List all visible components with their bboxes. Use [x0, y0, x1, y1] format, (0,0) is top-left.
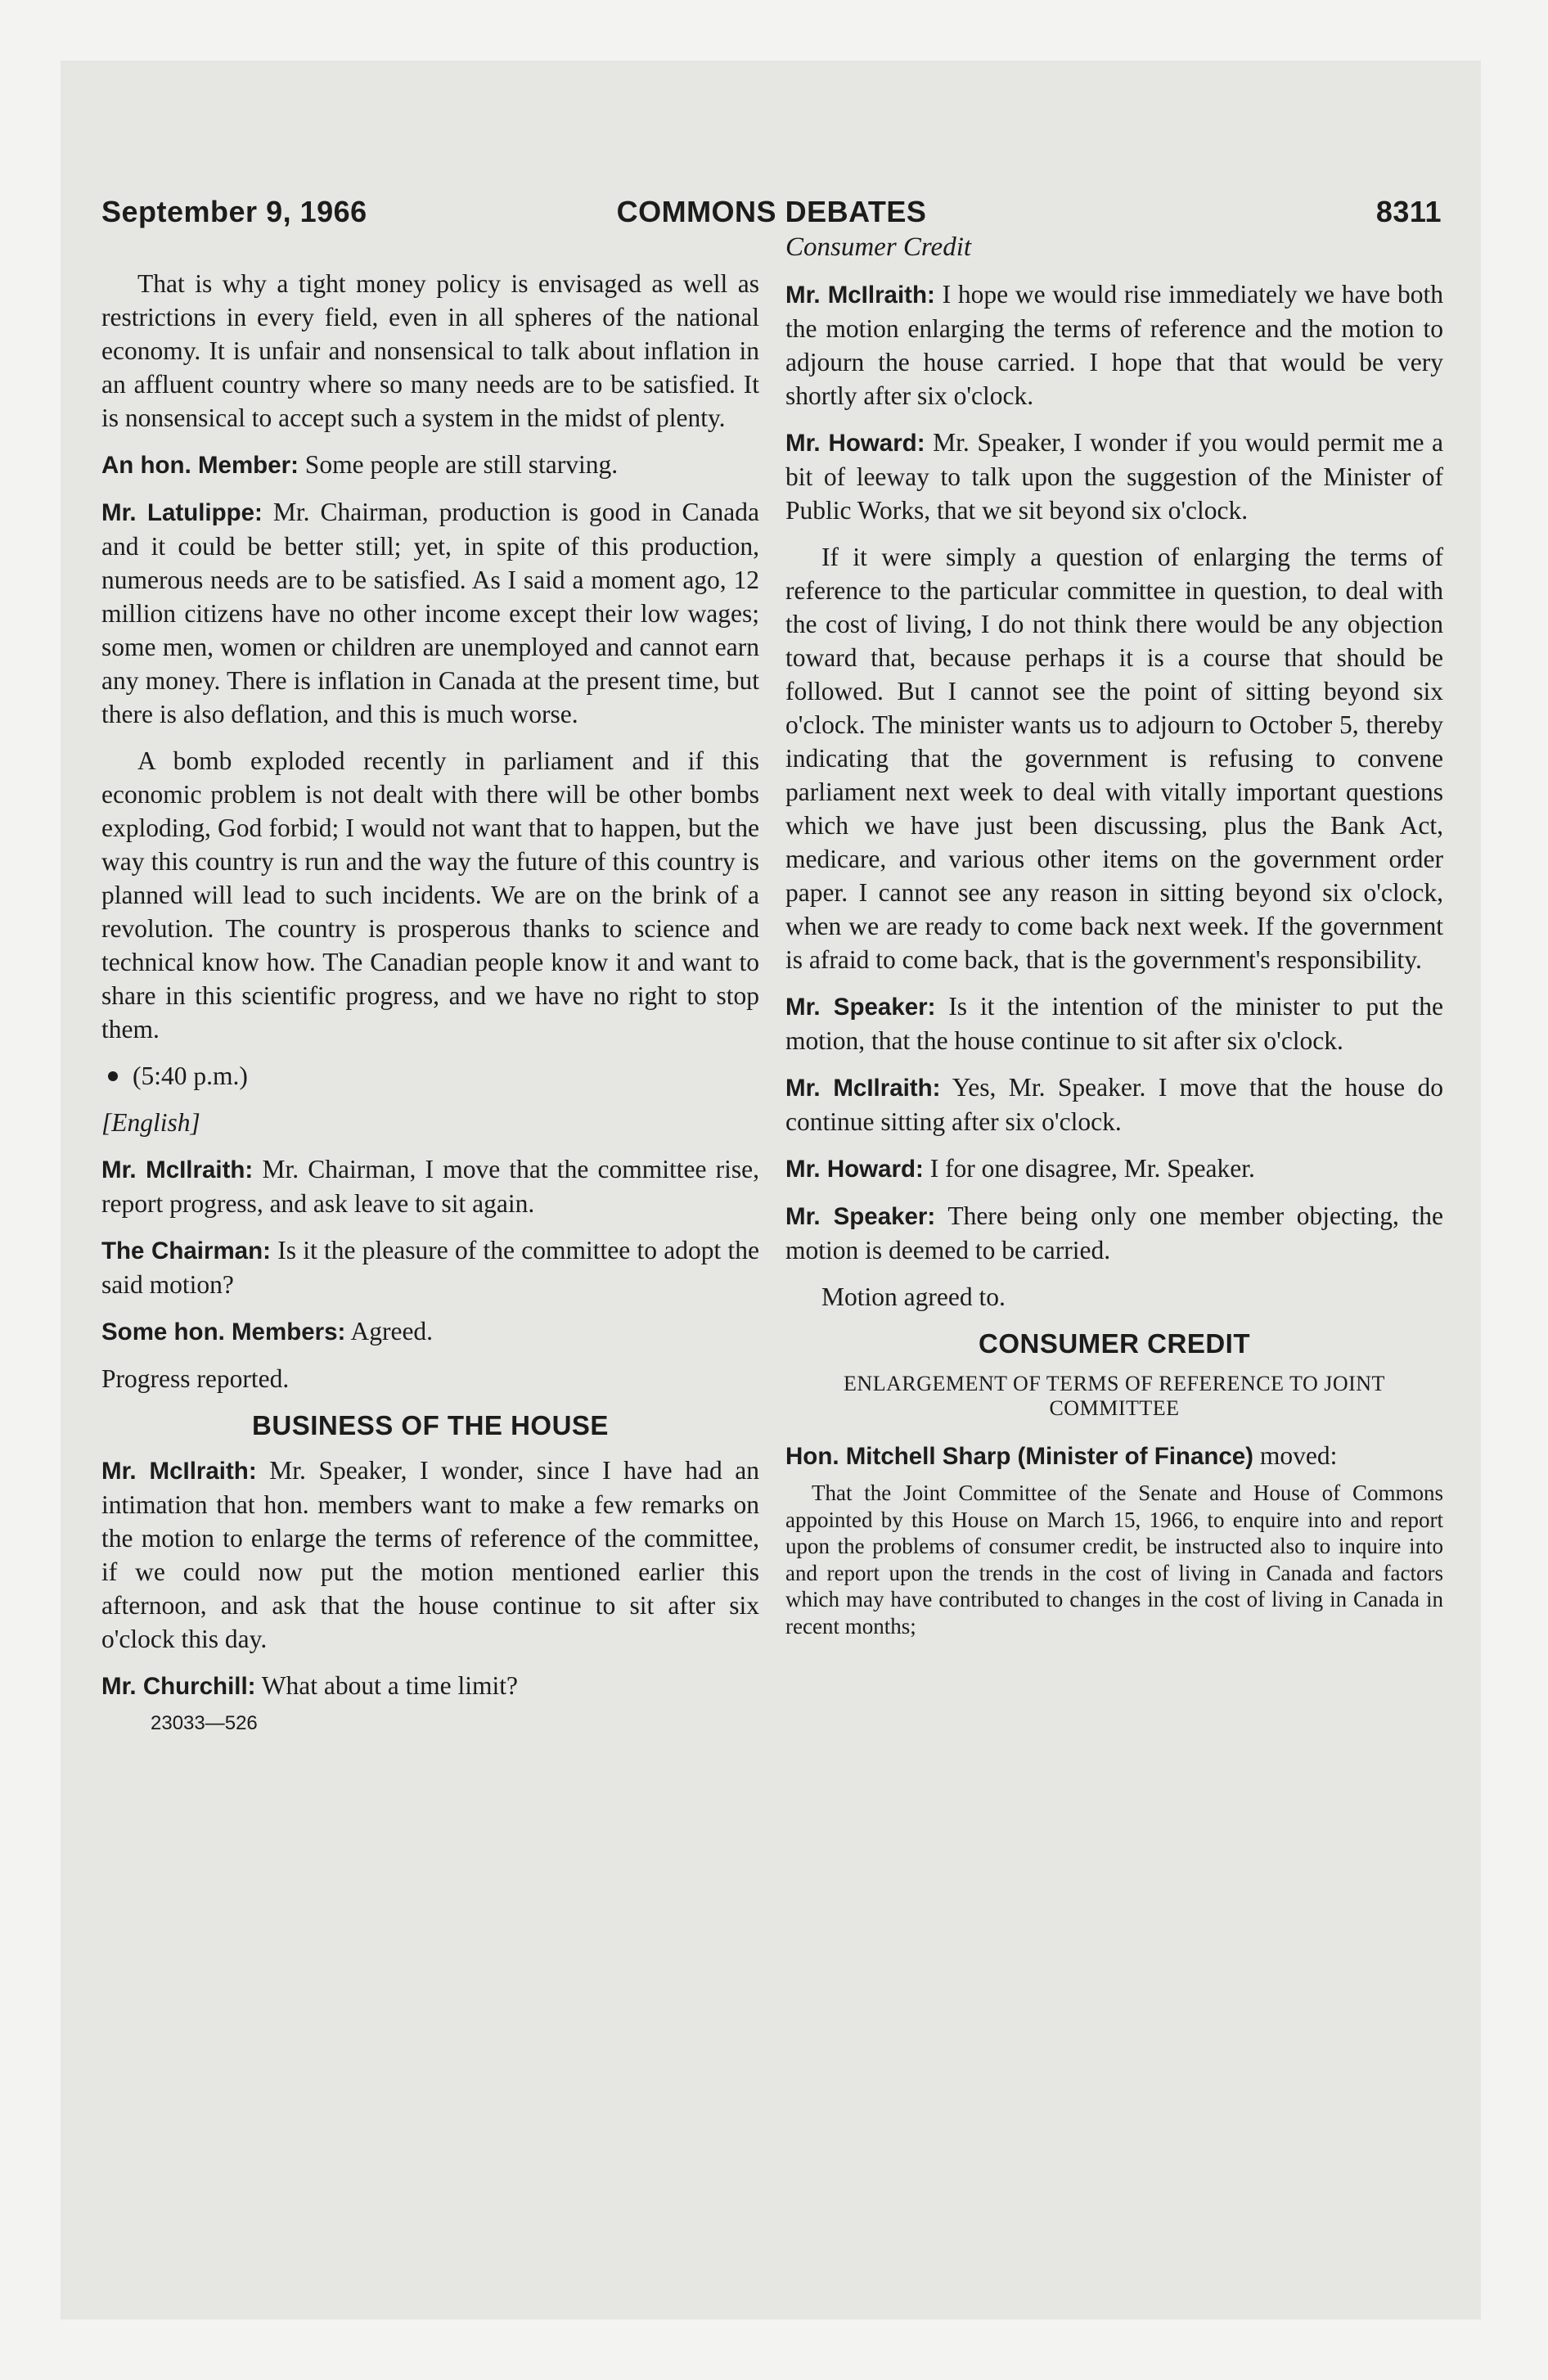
right-column	[785, 231, 1443, 1652]
motion-agreed: Motion agreed to.	[821, 1282, 1006, 1311]
section-heading-consumer-credit: CONSUMER CREDIT	[978, 1328, 1250, 1359]
speech-text: Mr. Chairman, production is good in Canada and it could be better still; yet, in spite of this production, numerous needs are to be satisfied. As I said a moment ago, 12 million citizens have no other income except their low wages; some men, women or children are unemployed and cannot earn any money. There is inflation in Canada at the present time, but there is also deflation, and this is much worse.	[101, 498, 760, 728]
speech-text: Some people are still starving.	[304, 450, 619, 479]
speaker-name: Hon. Mitchell Sharp (Minister of Finance)	[785, 1443, 1254, 1470]
motion-text: That the Joint Committee of the Senate and House of Commons appointed by this House on March 15, 1966, to enquire into and report upon the problems of consumer credit, be instructed also to inquire into and report upon the trends in the cost of living in Canada and factors which may have contributed to changes in the cost of living in Canada in recent months;	[785, 1481, 1443, 1639]
subheading-enlargement: ENLARGEMENT OF TERMS OF REFERENCE TO JOINT COMMITTEE	[844, 1372, 1385, 1420]
time-stamp-text: (5:40 p.m.)	[133, 1062, 248, 1090]
running-head: Consumer Credit	[785, 232, 972, 262]
speaker-name: Mr. Latulippe:	[101, 499, 263, 526]
speaker-name: Some hon. Members:	[101, 1318, 346, 1346]
left-column	[101, 267, 759, 1740]
speech-mcilraith-3	[785, 277, 1443, 412]
speech-text: Agreed.	[350, 1317, 434, 1346]
paragraph-tight-money: That is why a tight money policy is envisaged as well as restrictions in every field, even in all spheres of the national economy. It is unfair and nonsensical to talk about inflation in an affluent country where so many needs are to be satisfied. It is nonsensical to accept such a system in the midst of plenty.	[101, 269, 759, 432]
speech-speaker-1	[785, 989, 1443, 1057]
speech-hon-member	[101, 448, 759, 482]
speaker-name: Mr. McIlraith:	[101, 1458, 257, 1485]
speech-text: Mr. Speaker, I wonder, since I have had an intimation that hon. members want to make a few remarks on the motion to enlarge the terms of reference of the committee, if we could now put the motion mentioned earlier this afternoon, and ask that the house continue to sit after six o'clock this day.	[101, 1456, 759, 1653]
bullet-icon	[108, 1071, 118, 1081]
header-page-number: 8311	[1375, 195, 1442, 228]
section-heading-business: BUSINESS OF THE HOUSE	[252, 1410, 609, 1440]
speech-text: I for one disagree, Mr. Speaker.	[929, 1154, 1255, 1183]
speech-text: Is it the pleasure of the committee to adopt the said motion?	[101, 1236, 760, 1299]
speech-text: Is it the intention of the minister to put the motion, that the house continue to sit after six o'clock.	[785, 992, 1444, 1055]
paragraph-enlarging: If it were simply a question of enlarging the terms of reference to the particular committee in question, to deal with the cost of living, I do not think there would be any objection toward that, because perhaps it is a course that should be followed. But I cannot see the point of sitting beyond six o'clock. The minister wants us to adjourn to October 5, thereby indicating that the government is refusing to convene parliament next week to deal with vitally important questions which we have just been discussing, plus the Bank Act, medicare, and various other items on the government order paper. I cannot see any reason in sitting beyond six o'clock, when we are ready to come back next week. If the government is afraid to come back, that is the government's responsibility.	[785, 543, 1443, 974]
time-stamp	[101, 1059, 759, 1093]
speaker-name: Mr. Speaker:	[785, 1203, 936, 1230]
speech-text: I hope we would rise immediately we have both the motion enlarging the terms of reference and the motion to adjourn the house carried. I hope that that would be very shortly after six o'clock.	[785, 280, 1443, 410]
speech-text: What about a time limit?	[261, 1671, 518, 1700]
speech-sharp	[785, 1439, 1443, 1473]
speech-mcilraith-2	[101, 1454, 759, 1656]
progress-reported: Progress reported.	[101, 1364, 290, 1393]
speech-churchill	[101, 1669, 759, 1703]
speaker-name: Mr. McIlraith:	[785, 1075, 941, 1102]
speech-mcilraith-4	[785, 1071, 1443, 1138]
speech-chairman	[101, 1233, 759, 1301]
speech-mcilraith-1	[101, 1152, 759, 1220]
speech-text: Mr. Chairman, I move that the committee rise, report progress, and ask leave to sit again.	[101, 1155, 759, 1218]
speech-howard-1	[785, 426, 1443, 527]
speech-text: There being only one member objecting, the motion is deemed to be carried.	[785, 1201, 1443, 1264]
speaker-name: Mr. Howard:	[785, 1156, 924, 1183]
speech-some-members	[101, 1314, 759, 1349]
speaker-name: An hon. Member:	[101, 452, 299, 479]
header-date: September 9, 1966	[101, 195, 367, 228]
speaker-name: Mr. Speaker:	[785, 994, 936, 1021]
speech-text: moved:	[1259, 1441, 1338, 1470]
speaker-name: Mr. Howard:	[785, 430, 925, 457]
paragraph-bomb: A bomb exploded recently in parliament and if this economic problem is not dealt with there will be other bombs exploding, God forbid; I would not want that to happen, but the way this country is run and the way the future of this country is planned will lead to such incidents. We are on the brink of a revolution. The country is prosperous thanks to science and technical know how. The Canadian people know it and want to share in this scientific progress, and we have no right to stop them.	[101, 746, 759, 1044]
speaker-name: The Chairman:	[101, 1237, 271, 1264]
speech-text: Mr. Speaker, I wonder if you would permit me a bit of leeway to talk upon the suggestion of the Minister of Public Works, that we sit beyond six o'clock.	[785, 428, 1443, 525]
header-publication: COMMONS DEBATES	[616, 195, 927, 228]
speaker-name: Mr. Churchill:	[101, 1673, 256, 1700]
sheet-code: 23033—526	[151, 1712, 258, 1734]
speech-howard-2	[785, 1152, 1443, 1186]
speech-text: Yes, Mr. Speaker. I move that the house do continue sitting after six o'clock.	[785, 1073, 1443, 1136]
speech-speaker-2	[785, 1199, 1443, 1267]
speaker-name: Mr. McIlraith:	[785, 282, 935, 309]
speaker-name: Mr. McIlraith:	[101, 1156, 254, 1183]
language-tag: [English]	[101, 1108, 200, 1137]
speech-latulippe	[101, 495, 759, 731]
